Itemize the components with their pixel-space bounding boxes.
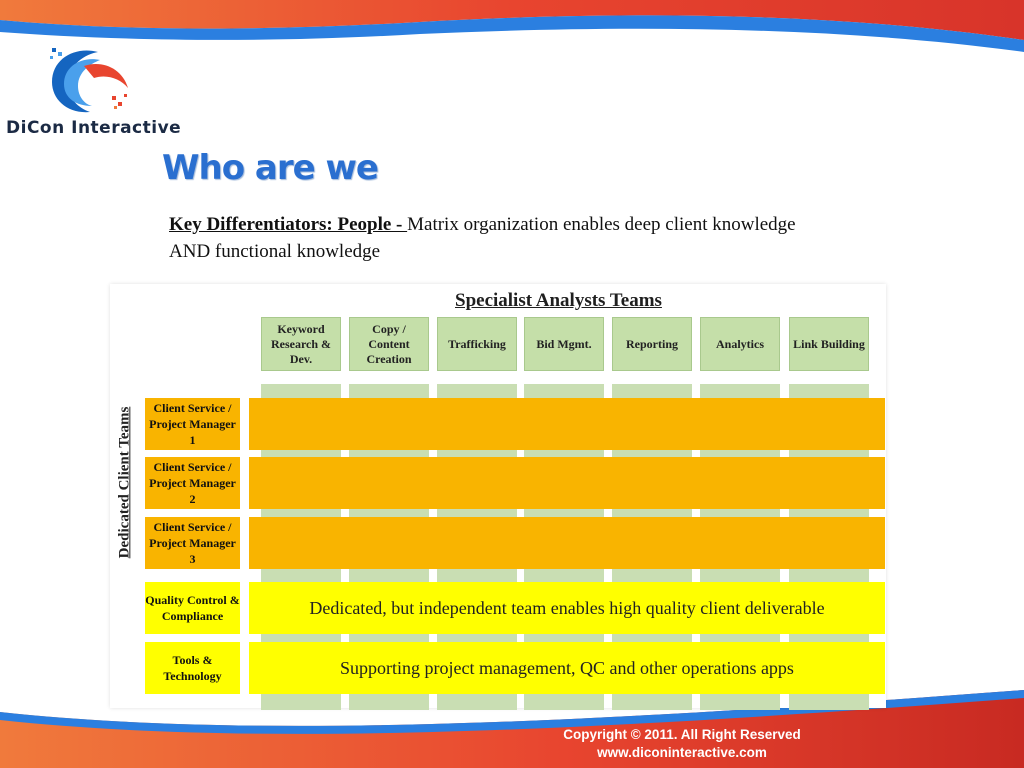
row-bar [249,517,885,569]
website-url: www.diconinteractive.com [597,745,767,760]
row-label: Client Service / Project Manager 3 [145,517,240,569]
column-header: Bid Mgmt. [524,317,604,371]
brand-name: DiCon Interactive [6,118,182,138]
diagram-title: Specialist Analysts Teams [455,290,662,311]
row-bar: Supporting project management, QC and other operations apps [249,642,885,694]
side-label-container [110,398,140,566]
row-label: Client Service / Project Manager 2 [145,457,240,509]
key-differentiators-heading: Key Differentiators: People - [169,214,408,235]
column-header: Trafficking [437,317,517,371]
column-header: Link Building [789,317,869,371]
row-label: Client Service / Project Manager 1 [145,398,240,450]
column-header: Analytics [700,317,780,371]
intro-paragraph [169,211,829,265]
slide-title: Who are we [162,148,378,188]
dedicated-client-teams-label: Dedicated Client Teams [116,406,133,558]
copyright-text: Copyright © 2011. All Right Reserved [563,727,801,742]
row-bar: Dedicated, but independent team enables high quality client deliverable [249,582,885,634]
column-header: Copy / Content Creation [349,317,429,371]
row-label: Tools & Technology [145,642,240,694]
intro-text: Matrix organization enables deep client knowledge AND functional knowledge [169,214,796,262]
column-header: Reporting [612,317,692,371]
brand-logo [6,44,182,144]
column-header: Keyword Research & Dev. [261,317,341,371]
footer [556,726,808,762]
row-bar [249,457,885,509]
row-bar [249,398,885,450]
dicon-swirl-logo-icon [42,44,138,120]
row-label: Quality Control & Compliance [145,582,240,634]
